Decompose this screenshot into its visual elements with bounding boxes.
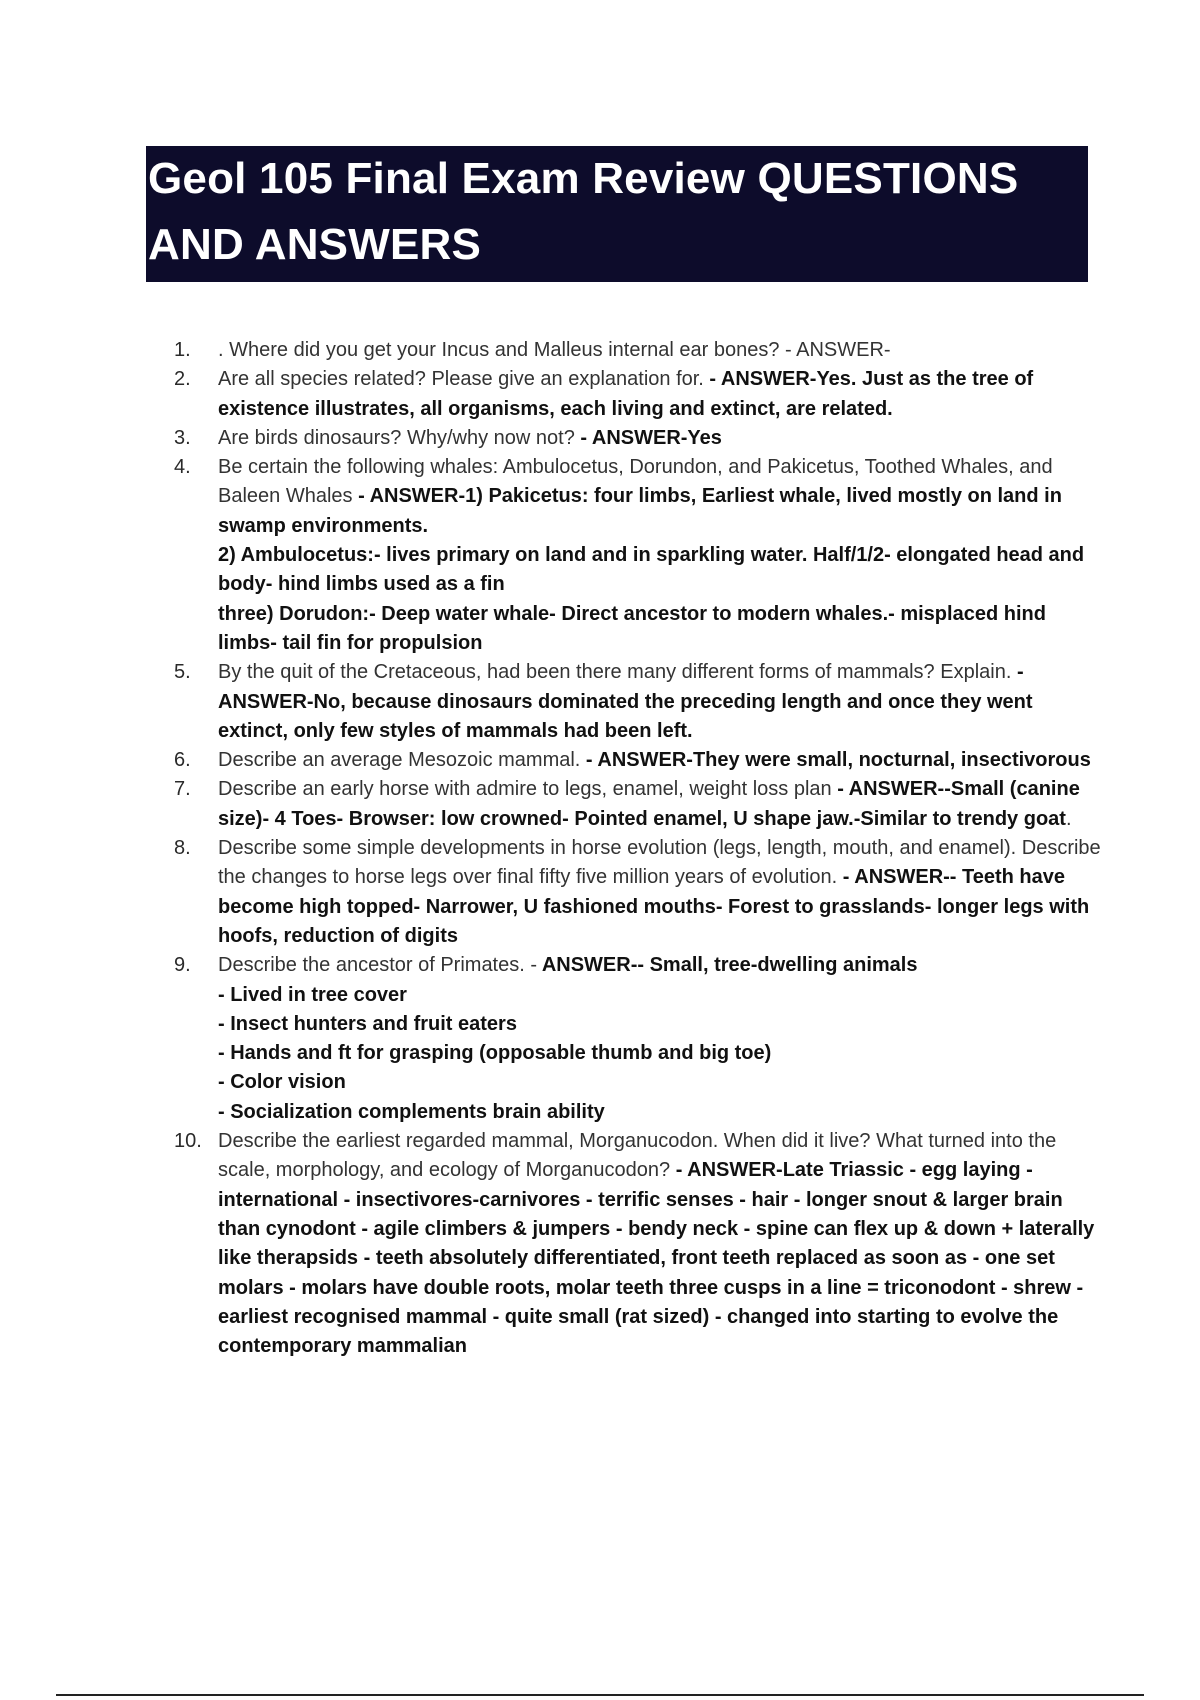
title-line-1: Geol 105 Final Exam Review QUESTIONS bbox=[148, 154, 1019, 203]
answer-line: - Hands and ft for grasping (opposable thumb and big toe) bbox=[218, 1042, 772, 1065]
answer-text: - ANSWER-Yes. Just as the tree of existence illustrates, all organisms, each living and extinct, are related. bbox=[218, 368, 1034, 420]
item-number: 5. bbox=[174, 661, 191, 684]
answer-line: 2) Ambulocetus:- lives primary on land and in sparkling water. Half/1/2- elongated head and body- hind limbs used as a fin bbox=[218, 544, 1085, 596]
item-number: 6. bbox=[174, 749, 191, 772]
question-text: Describe the earliest regarded mammal, Morganucodon. When did it live? What turned into the scale, morphology, and ecology of Morganucodon? bbox=[218, 1130, 1057, 1182]
answer-text: - ANSWER-- Teeth have become high topped- Narrower, U fashioned mouths- Forest to grasslands- longer legs with hoofs, reduction of digits bbox=[218, 866, 1090, 947]
answer-text: - ANSWER-Yes bbox=[574, 426, 722, 449]
qa-item-3 bbox=[174, 424, 1104, 453]
item-number: 4. bbox=[174, 456, 191, 479]
answer-text: - ANSWER-No, because dinosaurs dominated the preceding length and once they went extinct, only few styles of mammals had been left. bbox=[218, 661, 1033, 742]
question-text: Describe an early horse with admire to legs, enamel, weight loss plan bbox=[218, 778, 832, 801]
answer-line: - Color vision bbox=[218, 1071, 346, 1094]
qa-item-4 bbox=[174, 453, 1104, 658]
document-title bbox=[148, 146, 1088, 278]
item-number: 7. bbox=[174, 778, 191, 801]
answer-line: - Socialization complements brain ability bbox=[218, 1100, 605, 1123]
question-text: Describe some simple developments in horse evolution (legs, length, mouth, and enamel). Describe the changes to horse legs over final fifty five million years of evolution. bbox=[218, 837, 1101, 889]
qa-item-9 bbox=[174, 951, 1104, 1127]
answer-text: ANSWER-- Small, tree-dwelling animals bbox=[537, 954, 918, 977]
answer-line: three) Dorudon:- Deep water whale- Direct ancestor to modern whales.- misplaced hind limbs- tail fin for propulsion bbox=[218, 602, 1046, 654]
title-banner bbox=[146, 146, 1088, 282]
answer-line: - Insect hunters and fruit eaters bbox=[218, 1012, 517, 1035]
qa-item-2 bbox=[174, 365, 1104, 424]
answer-text: - ANSWER-They were small, nocturnal, insectivorous bbox=[580, 749, 1091, 772]
title-line-2: AND ANSWERS bbox=[148, 220, 482, 269]
answer-text: - ANSWER--Small (canine size)- 4 Toes- Browser: low crowned- Pointed enamel, U shape jaw.-Similar to trendy goat bbox=[218, 778, 1080, 830]
page-bottom-divider bbox=[56, 1694, 1144, 1696]
answer-tail: . bbox=[1065, 807, 1072, 830]
item-number: 10. bbox=[174, 1130, 202, 1153]
qa-item-6 bbox=[174, 746, 1104, 775]
qa-list bbox=[174, 336, 1104, 1361]
answer-text: - ANSWER-1) Pakicetus: four limbs, Earliest whale, lived mostly on land in swamp environments. bbox=[218, 485, 1062, 537]
question-text: Are birds dinosaurs? Why/why now not? bbox=[218, 426, 575, 449]
qa-item-5 bbox=[174, 658, 1104, 746]
question-text: Are all species related? Please give an explanation for. bbox=[218, 368, 704, 391]
question-text: Describe an average Mesozoic mammal. bbox=[218, 749, 581, 772]
qa-item-1 bbox=[174, 336, 1104, 365]
question-text: By the quit of the Cretaceous, had been there many different forms of mammals? Explain. bbox=[218, 661, 1012, 684]
question-text: Describe the ancestor of Primates. - bbox=[218, 954, 538, 977]
item-number: 1. bbox=[174, 339, 191, 361]
item-number: 3. bbox=[174, 426, 191, 449]
item-number: 8. bbox=[174, 837, 191, 860]
qa-item-8 bbox=[174, 834, 1104, 951]
answer-text: - ANSWER-Late Triassic - egg laying - international - insectivores-carnivores - terrific senses - hair - longer snout & larger brain than cynodont - agile climbers & jumpers - bendy neck - spine can flex up & down + laterally like therapsids - teeth absolutely differentiated, front teeth replaced as soon as - one set molars - molars have double roots, molar teeth three cusps in a line = triconodont - shrew - earliest recognised mammal - quite small (rat sized) - changed into starting to evolve the contemporary mammalian bbox=[218, 1159, 1095, 1358]
qa-item-10 bbox=[174, 1127, 1104, 1361]
question-text: Be certain the following whales: Ambulocetus, Dorundon, and Pakicetus, Toothed Whales, and Baleen Whales bbox=[218, 456, 1053, 508]
answer-line: - Lived in tree cover bbox=[218, 983, 407, 1006]
item-number: 9. bbox=[174, 954, 191, 977]
question-text: . Where did you get your Incus and Malleus internal ear bones? - ANSWER- bbox=[218, 339, 891, 361]
item-number: 2. bbox=[174, 368, 191, 391]
qa-item-7 bbox=[174, 775, 1104, 834]
